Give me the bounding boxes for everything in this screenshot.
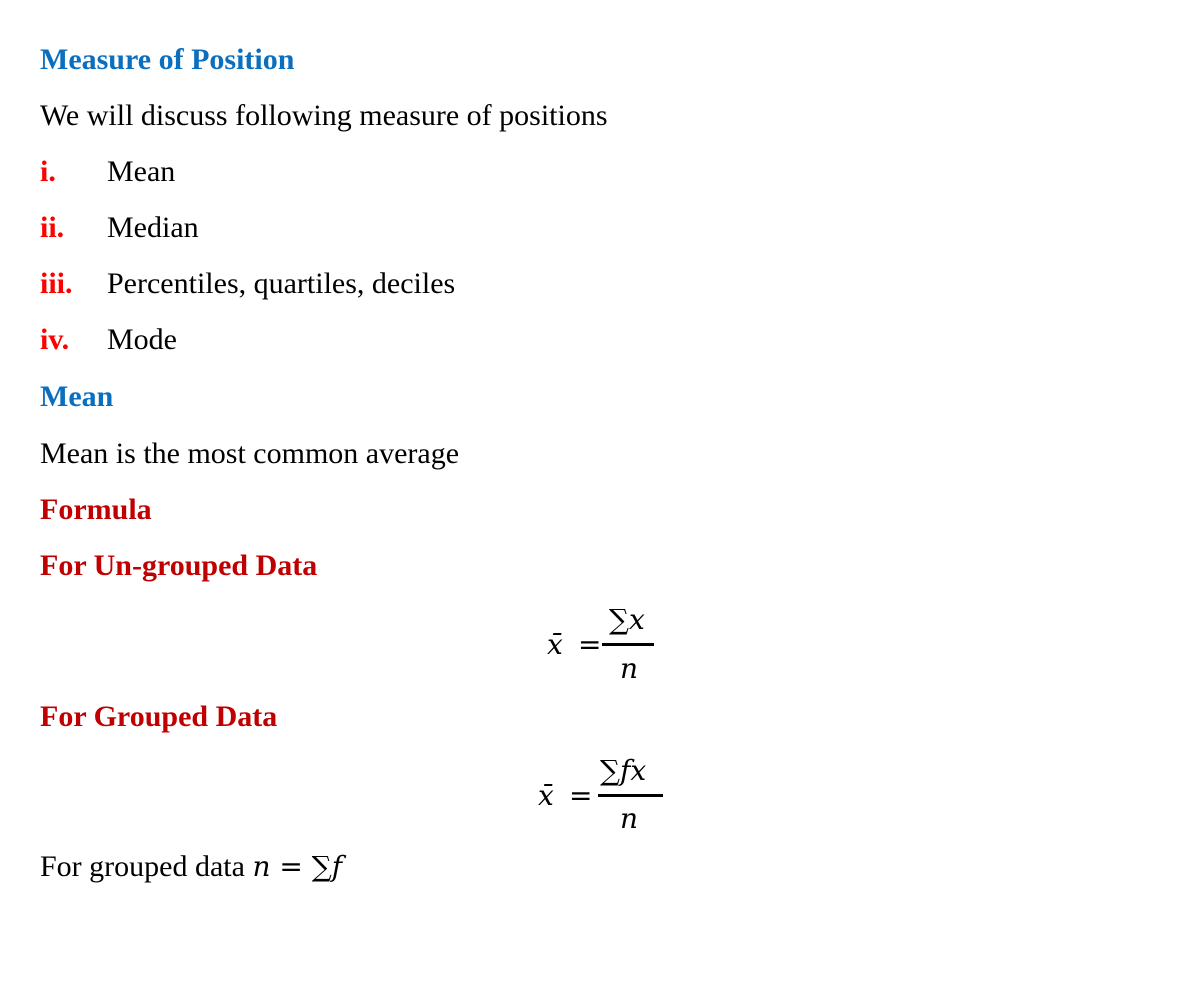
grouped-note-math — [252, 850, 342, 883]
mean-heading: Mean — [40, 380, 114, 413]
fraction-bar — [598, 794, 663, 797]
list-item-number: ii. — [40, 211, 65, 244]
grouped-note — [40, 852, 342, 882]
formula-equals: = — [578, 628, 602, 661]
ungrouped-heading: For Un-grouped Data — [40, 549, 318, 582]
math-equals: = — [279, 850, 303, 883]
grouped-heading: For Grouped Data — [40, 700, 278, 733]
list-item-text: Mode — [107, 323, 177, 356]
mean-description: Mean is the most common average — [40, 437, 460, 470]
page-title: Measure of Position — [40, 43, 295, 76]
list-item-number: i. — [40, 155, 56, 188]
list-item-text: Mean — [107, 155, 176, 188]
intro-text: We will discuss following measure of positions — [40, 99, 608, 132]
formula-numerator: ∑x — [609, 603, 645, 636]
formula-denominator: n — [620, 802, 639, 835]
formula-denominator: n — [620, 652, 639, 685]
formula-lhs: x̄ — [538, 779, 554, 812]
list-item-text: Percentiles, quartiles, deciles — [107, 267, 456, 300]
formula-lhs: x̄ — [547, 628, 563, 661]
math-sum-f: ∑f — [311, 850, 343, 883]
math-n: n — [252, 850, 271, 883]
list-item-text: Median — [107, 211, 199, 244]
list-item-number: iv. — [40, 323, 70, 356]
fraction-bar — [602, 643, 654, 646]
grouped-note-text: For grouped data — [40, 850, 245, 883]
formula-numerator: ∑fx — [600, 754, 647, 787]
formula-equals: = — [569, 779, 593, 812]
formula-heading: Formula — [40, 493, 152, 526]
list-item-number: iii. — [40, 267, 73, 300]
